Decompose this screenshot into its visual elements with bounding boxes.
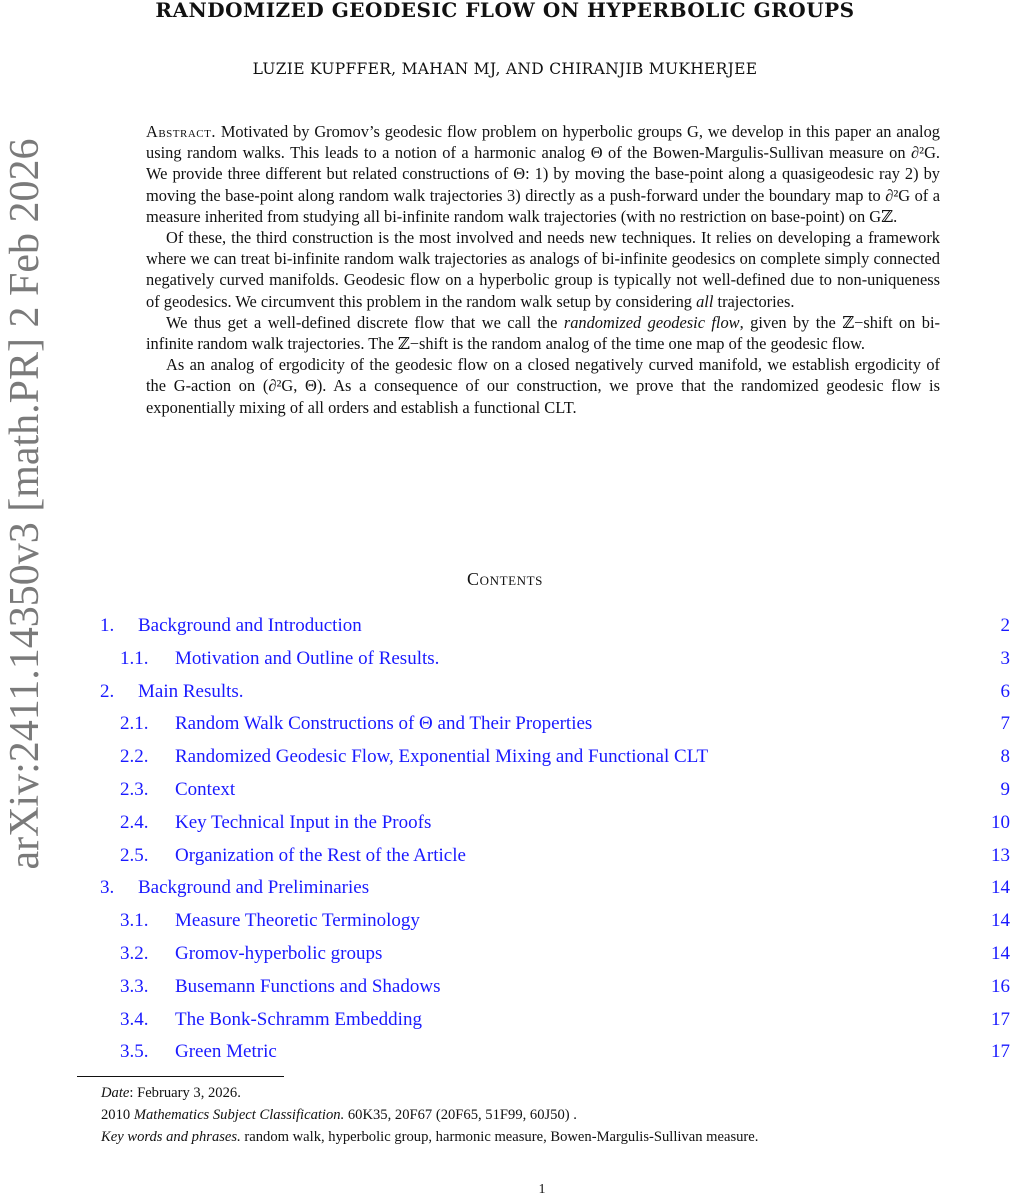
toc-entry[interactable] (100, 1004, 1010, 1037)
toc-entry-title[interactable]: Background and Preliminaries (138, 877, 370, 899)
footnote-date: Date: February 3, 2026. (101, 1085, 241, 1101)
toc-entry-page[interactable]: 9 (1000, 778, 1010, 800)
toc-entry[interactable] (100, 872, 1010, 905)
toc-entry-title[interactable]: Busemann Functions and Shadows (175, 975, 441, 997)
paper-authors: LUZIE KUPFFER, MAHAN MJ, AND CHIRANJIB MUKHERJEE (252, 60, 758, 78)
toc-entry-page[interactable]: 8 (1000, 746, 1010, 768)
toc-entry[interactable] (100, 741, 1010, 774)
abstract-paragraph-2: Of these, the third construction is the most involved and needs new techniques. It relies on developing a framework where we can treat bi-infinite random walk trajectories as analogs of bi-infinite geodesics on complete simply connected negatively curved manifolds. Geodesic flow on a hyperbolic group is typically not well-defined due to non-uniqueness of geodesics. We circumvent this problem in the random walk setup by considering all trajectories. (146, 228, 940, 311)
toc-entry-title[interactable]: Context (175, 778, 236, 800)
toc-entry-page[interactable]: 2 (1000, 615, 1010, 636)
toc-entry-number[interactable]: 2.3. (120, 778, 149, 800)
toc-entry-number[interactable]: 2.4. (120, 811, 149, 833)
toc-entry-page[interactable]: 13 (991, 844, 1010, 866)
toc-entry[interactable] (100, 938, 1010, 971)
footnote-rule (77, 1076, 284, 1077)
toc-entry-title[interactable]: Randomized Geodesic Flow, Exponential Mixing and Functional CLT (175, 746, 709, 768)
toc-entry[interactable] (100, 708, 1010, 741)
footnotes (101, 1082, 981, 1148)
footnote-msc: 2010 Mathematics Subject Classification. 60K35, 20F67 (20F65, 51F99, 60J50) . (101, 1107, 577, 1123)
toc-entry-page[interactable]: 6 (1000, 680, 1010, 702)
abstract (146, 121, 940, 418)
toc-entry-title[interactable]: Gromov-hyperbolic groups (175, 942, 383, 964)
toc-entry-title[interactable]: Key Technical Input in the Proofs (175, 811, 432, 833)
toc-entry-page[interactable]: 7 (1000, 713, 1010, 735)
toc-entry-number[interactable]: 3. (100, 877, 115, 899)
toc-entry[interactable] (100, 807, 1010, 840)
toc-entry-title[interactable]: Main Results. (138, 680, 244, 702)
toc-entry[interactable] (100, 1036, 1010, 1069)
arxiv-identifier-stamp: arXiv:2411.14350v3 [math.PR] 2 Feb 2026 (2, 138, 48, 870)
toc-entry[interactable] (100, 610, 1010, 643)
toc-entry-number[interactable]: 1.1. (120, 647, 149, 669)
page-number: 1 (538, 1182, 546, 1197)
toc-entry[interactable] (100, 774, 1010, 807)
abstract-paragraph-3: We thus get a well-defined discrete flow that we call the randomized geodesic flow, given by the ℤ−shift on bi-infinite random walk trajectories. The ℤ−shift is the random analog of the time one map of the geodesic flow. (146, 312, 940, 354)
toc-entry-page[interactable]: 17 (991, 1008, 1010, 1030)
toc-entry-title[interactable]: Green Metric (175, 1041, 277, 1063)
toc-entry[interactable] (100, 676, 1010, 709)
abstract-paragraph-1 (146, 121, 940, 227)
toc-entry-title[interactable]: Background and Introduction (138, 615, 362, 636)
toc-entry[interactable] (100, 971, 1010, 1004)
abstract-text-1: Motivated by Gromov’s geodesic flow problem on hyperbolic groups G, we develop in this paper an analog using random walks. This leads to a notion of a harmonic analog Θ of the Bowen-Margulis-Sullivan measure on ∂²G. We provide three different but related constructions of Θ: 1) by moving the base-point along a quasigeodesic ray 2) by moving the base-point along random walk trajectories 3) directly as a push-forward under the boundary map to ∂²G of a measure inherited from studying all bi-infinite random walk trajectories (with no restriction on base-point) on Gℤ. (146, 122, 940, 226)
abstract-paragraph-4: As an analog of ergodicity of the geodesic flow on a closed negatively curved manifold, we establish ergodicity of the G-action on (∂²G, Θ). As a consequence of our construction, we prove that the randomized geodesic flow is exponentially mixing of all orders and establish a functional CLT. (146, 355, 940, 417)
contents-heading: Contents (466, 569, 544, 589)
toc-entry-number[interactable]: 2. (100, 680, 115, 702)
toc-entry-number[interactable]: 3.4. (120, 1008, 149, 1030)
toc-entry[interactable] (100, 905, 1010, 938)
toc-entry-title[interactable]: Organization of the Rest of the Article (175, 844, 466, 866)
toc-entry-page[interactable]: 14 (991, 910, 1010, 932)
abstract-label: Abstract. (146, 122, 216, 141)
toc-entry-number[interactable]: 3.1. (120, 910, 149, 932)
toc-entry-number[interactable]: 3.5. (120, 1041, 149, 1063)
toc-entry-number[interactable]: 3.3. (120, 975, 149, 997)
toc-entry[interactable] (100, 840, 1010, 873)
toc-entry-title[interactable]: Random Walk Constructions of Θ and Their Properties (175, 713, 593, 735)
toc-entry-number[interactable]: 3.2. (120, 942, 149, 964)
paper-title: RANDOMIZED GEODESIC FLOW ON HYPERBOLIC GROUPS (155, 0, 855, 22)
toc-entry-number[interactable]: 2.2. (120, 746, 149, 768)
toc-entry-title[interactable]: Motivation and Outline of Results. (175, 647, 440, 669)
table-of-contents (100, 610, 1010, 1069)
toc-entry-title[interactable]: Measure Theoretic Terminology (175, 910, 420, 932)
toc-entry-page[interactable]: 3 (1000, 647, 1010, 669)
toc-entry-number[interactable]: 2.1. (120, 713, 149, 735)
toc-entry-title[interactable]: The Bonk-Schramm Embedding (175, 1008, 422, 1030)
toc-entry-page[interactable]: 17 (991, 1041, 1010, 1063)
toc-entry-page[interactable]: 14 (991, 877, 1010, 899)
footnote-keywords: Key words and phrases. random walk, hyperbolic group, harmonic measure, Bowen-Margulis-Sullivan measure. (101, 1129, 759, 1145)
toc-entry-page[interactable]: 16 (991, 975, 1010, 997)
toc-entry-number[interactable]: 1. (100, 615, 115, 636)
toc-entry-page[interactable]: 14 (991, 942, 1010, 964)
toc-entry[interactable] (100, 643, 1010, 676)
toc-entry-page[interactable]: 10 (991, 811, 1010, 833)
toc-entry-number[interactable]: 2.5. (120, 844, 149, 866)
